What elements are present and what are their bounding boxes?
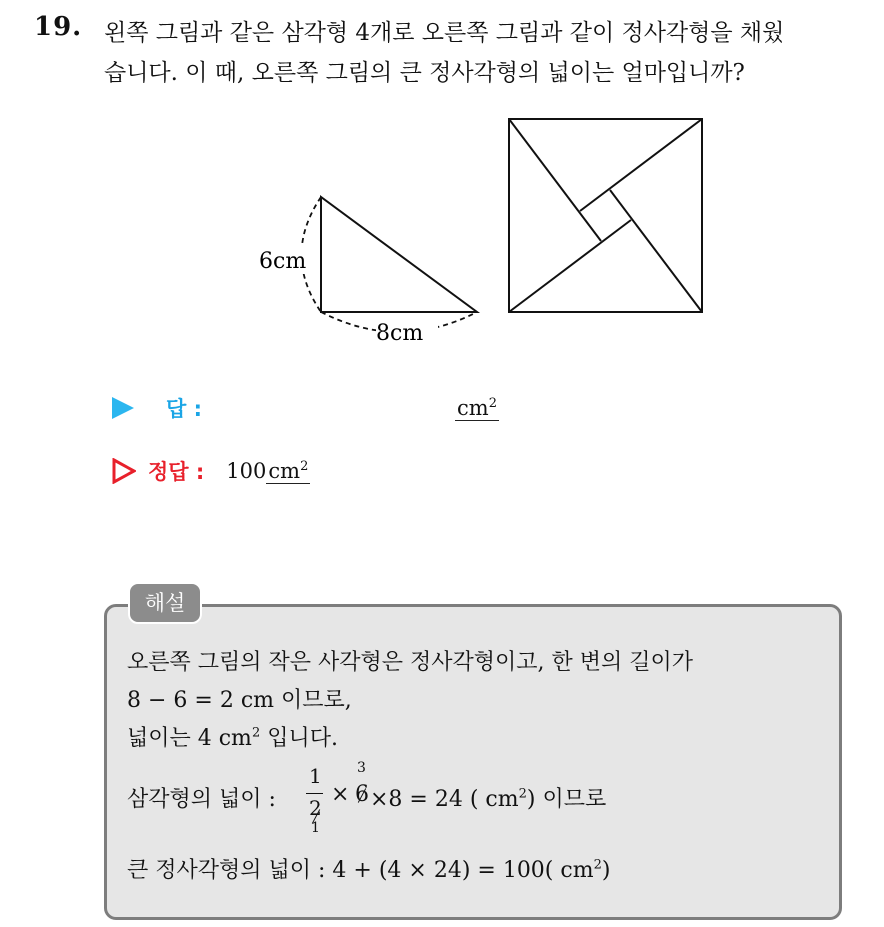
correct-answer-value: 100 (226, 459, 267, 483)
pinwheel-square (509, 119, 702, 312)
explanation-line4-label: 삼각형의 넓이 : (127, 787, 276, 812)
explanation-line3-post: 입니다. (260, 726, 338, 751)
explanation-line4-exponent: 2 (518, 786, 527, 802)
multiply-sign: × (331, 782, 350, 807)
height-label: 6cm (259, 249, 307, 274)
base-label: 8cm (376, 321, 424, 346)
explanation-line3-pre: 넓이는 4 cm (127, 726, 252, 751)
correct-answer-label: 정답 : (148, 460, 205, 484)
explanation-tab: 해설 (128, 582, 202, 624)
explanation-line4-post: ) 이므로 (526, 787, 607, 812)
answer-row (112, 393, 202, 423)
explanation-line5-exponent: 2 (593, 857, 602, 873)
outline-triangle-icon (112, 458, 136, 484)
answer-label: 답 : (166, 397, 202, 421)
answer-blank[interactable] (455, 396, 499, 421)
denominator-cancel-value: 1 (311, 820, 320, 836)
correct-answer-row (112, 456, 310, 486)
problem-figure (0, 0, 884, 360)
fraction-denominator: 2 (309, 796, 322, 820)
correct-answer-unit (266, 459, 310, 484)
fraction-numerator: 1 (309, 764, 322, 788)
explanation-line3-exponent: 2 (251, 725, 261, 741)
cancelled-six: 6 (355, 782, 369, 807)
explanation-line5-post: ) (601, 858, 611, 883)
explanation-line5-pre: 큰 정사각형의 넓이 : 4 + (4 × 24) = 100( cm (127, 858, 594, 883)
play-triangle-icon (112, 397, 134, 419)
answer-unit-exponent: 2 (488, 396, 497, 411)
explanation-line2: 8 − 6 = 2 cm 이므로, (127, 688, 352, 713)
explanation-line4-rest-pre: ×8 = 24 ( cm (370, 787, 519, 812)
question-number: 19. (34, 12, 83, 42)
correct-unit-text: cm (268, 458, 301, 483)
question-text-line1: 왼쪽 그림과 같은 삼각형 4개로 오른쪽 그림과 같이 정사각형을 채웠 (104, 20, 785, 46)
explanation-line3 (127, 721, 338, 752)
explanation-line1: 오른쪽 그림의 작은 사각형은 정사각형이고, 한 변의 길이가 (127, 650, 693, 675)
correct-unit-exponent: 2 (300, 458, 309, 474)
answer-unit: cm (457, 396, 489, 420)
explanation-line4-rest (370, 782, 606, 813)
six-cancel-value: 3 (357, 760, 366, 776)
fraction-bar (306, 793, 323, 794)
explanation-line5 (127, 853, 610, 884)
right-triangle (321, 197, 477, 312)
question-text-line2: 습니다. 이 때, 오른쪽 그림의 큰 정사각형의 넓이는 얼마입니까? (104, 60, 745, 86)
